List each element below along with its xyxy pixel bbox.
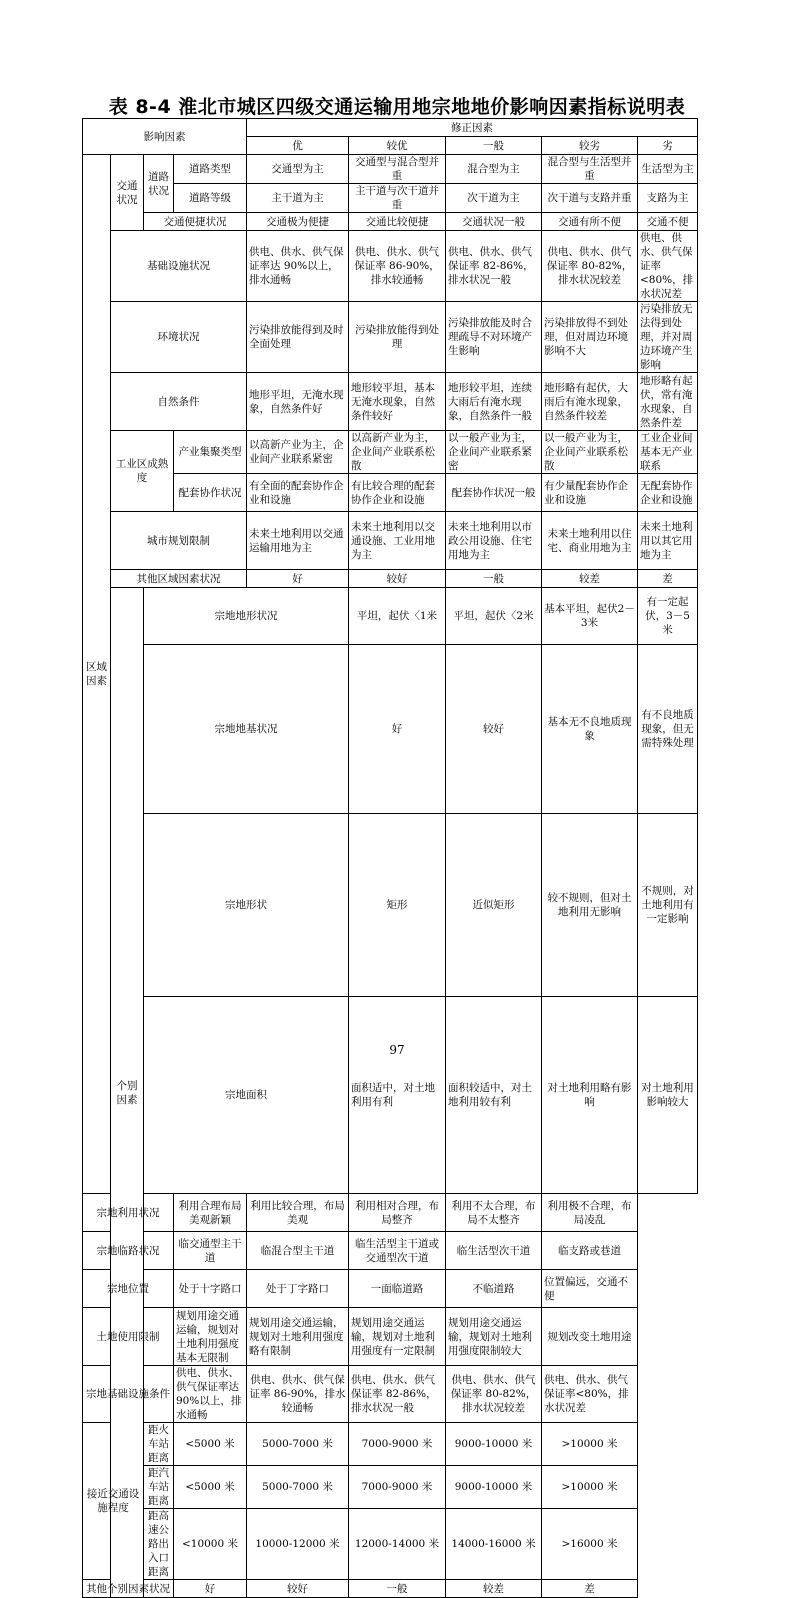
table-cell: 规划用途交通运输，规划对土地利用强度限制较大 bbox=[446, 1308, 542, 1366]
table-row bbox=[83, 155, 698, 184]
table-cell: 9000-10000 米 bbox=[446, 1423, 542, 1466]
table-cell: 利用比较合理，布局美观 bbox=[247, 1194, 349, 1232]
table-cell: 近似矩形 bbox=[446, 814, 542, 997]
table-cell: 交通比较便捷 bbox=[349, 213, 446, 231]
table-cell: 地形较平坦，连续大雨后有淹水现象，自然条件一般 bbox=[446, 373, 542, 431]
table-row bbox=[83, 1509, 698, 1580]
table-cell: 供电、供水、供气保证率 80-82%，排水状况较差 bbox=[542, 231, 638, 302]
page-number: 97 bbox=[389, 1043, 405, 1057]
table-cell: 主干道与次干道并重 bbox=[349, 184, 446, 213]
row-label: 城市规划限制 bbox=[111, 512, 247, 570]
row-label: 宗地基础设施条件 bbox=[83, 1366, 174, 1423]
table-cell: 地形略有起伏，大雨后有淹水现象，自然条件较差 bbox=[542, 373, 638, 431]
table-cell: >16000 米 bbox=[542, 1509, 638, 1580]
row-label: 自然条件 bbox=[111, 373, 247, 431]
table-cell: 交通不便 bbox=[638, 213, 698, 231]
table-cell: 一面临道路 bbox=[349, 1270, 446, 1308]
row-label: 距火车站距离 bbox=[144, 1423, 174, 1466]
table-row bbox=[83, 1270, 698, 1308]
table-cell: 利用相对合理，布局整齐 bbox=[349, 1194, 446, 1232]
table-row bbox=[83, 1194, 698, 1232]
table-cell: 临混合型主干道 bbox=[247, 1232, 349, 1270]
row-label: 其他个别因素状况 bbox=[83, 1580, 174, 1598]
table-row bbox=[83, 645, 698, 814]
table-cell: 有一定起伏，3－5米 bbox=[638, 588, 698, 645]
table-cell: 处于丁字路口 bbox=[247, 1270, 349, 1308]
table-cell: 利用不太合理，布局不太整齐 bbox=[446, 1194, 542, 1232]
table-row bbox=[83, 588, 698, 645]
table-cell: 规划改变土地用途 bbox=[542, 1308, 638, 1366]
table-cell: 临支路或巷道 bbox=[542, 1232, 638, 1270]
table-cell: 9000-10000 米 bbox=[446, 1466, 542, 1509]
table-cell: 好 bbox=[174, 1580, 247, 1598]
row-label: 道路类型 bbox=[174, 155, 247, 184]
table-cell: 平坦，起伏〈1米 bbox=[349, 588, 446, 645]
table-cell: 好 bbox=[349, 645, 446, 814]
table-cell: 交通有所不便 bbox=[542, 213, 638, 231]
table-cell: 一般 bbox=[349, 1580, 446, 1598]
table-row bbox=[83, 1366, 698, 1423]
row-label: 宗地地形状况 bbox=[144, 588, 349, 645]
table-row bbox=[83, 231, 698, 302]
table-cell: <5000 米 bbox=[174, 1423, 247, 1466]
table-cell: 污染排放无法得到处理，并对周边环境产生影响 bbox=[638, 302, 698, 373]
table-cell: 供电、供水、供气保证率 80-82%，排水状况较差 bbox=[446, 1366, 542, 1423]
table-cell: 14000-16000 米 bbox=[446, 1509, 542, 1580]
table-cell: 交通极为便捷 bbox=[247, 213, 349, 231]
table-cell: 污染排放能得到处理 bbox=[349, 302, 446, 373]
table-cell: 有全面的配套协作企业和设施 bbox=[247, 474, 349, 512]
road-status-label: 道路状况 bbox=[144, 155, 174, 213]
table-cell: 对土地利用影响较大 bbox=[638, 997, 698, 1194]
table-cell: 差 bbox=[638, 570, 698, 588]
table-cell: 交通型与混合型并重 bbox=[349, 155, 446, 184]
table-row bbox=[83, 474, 698, 512]
table-cell: 10000-12000 米 bbox=[247, 1509, 349, 1580]
table-cell: 5000-7000 米 bbox=[247, 1423, 349, 1466]
table-cell: 污染排放能得到及时全面处理 bbox=[247, 302, 349, 373]
table-row bbox=[83, 1423, 698, 1466]
table-cell: 有不良地质现象，但无需特殊处理 bbox=[638, 645, 698, 814]
table-cell: <10000 米 bbox=[174, 1509, 247, 1580]
table-cell: 一般 bbox=[446, 570, 542, 588]
table-cell: 5000-7000 米 bbox=[247, 1466, 349, 1509]
row-label: 宗地利用状况 bbox=[83, 1194, 174, 1232]
table-cell: 主干道为主 bbox=[247, 184, 349, 213]
table-cell: 规划用途交通运输，规划对土地利用强度基本无限制 bbox=[174, 1308, 247, 1366]
table-cell: <5000 米 bbox=[174, 1466, 247, 1509]
regional-factor-label: 区域因素 bbox=[83, 155, 111, 1194]
table-cell: 混合型为主 bbox=[446, 155, 542, 184]
table-cell: 较好 bbox=[349, 570, 446, 588]
level-header: 较优 bbox=[349, 137, 446, 155]
table-cell: 混合型与生活型并重 bbox=[542, 155, 638, 184]
row-label: 宗地临路状况 bbox=[83, 1232, 174, 1270]
table-row bbox=[83, 1580, 698, 1598]
table-cell: 供电、供水、供气保证率<80%，排水状况差 bbox=[638, 231, 698, 302]
table-cell: 7000-9000 米 bbox=[349, 1423, 446, 1466]
table-row bbox=[83, 570, 698, 588]
table-cell: 供电、供水、供气保证率达 90%以上，排水通畅 bbox=[247, 231, 349, 302]
level-header: 劣 bbox=[638, 137, 698, 155]
table-row bbox=[83, 213, 698, 231]
table-cell: 未来土地利用以交通设施、工业用地为主 bbox=[349, 512, 446, 570]
table-cell: 未来土地利用以市政公用设施、住宅用地为主 bbox=[446, 512, 542, 570]
table-cell: 工业企业间基本无产业联系 bbox=[638, 431, 698, 474]
row-label: 宗地位置 bbox=[83, 1270, 174, 1308]
row-label: 宗地形状 bbox=[144, 814, 349, 997]
table-cell: >10000 米 bbox=[542, 1423, 638, 1466]
table-cell: 规划用途交通运输，规划对土地利用强度有一定限制 bbox=[349, 1308, 446, 1366]
table-row bbox=[83, 302, 698, 373]
table-cell: 面积适中，对土地利用有利 bbox=[349, 997, 446, 1194]
table-row bbox=[83, 431, 698, 474]
table-cell: 交通型为主 bbox=[247, 155, 349, 184]
table-cell: 临生活型主干道或交通型次干道 bbox=[349, 1232, 446, 1270]
table-cell: 不临道路 bbox=[446, 1270, 542, 1308]
correction-header: 修正因素 bbox=[247, 119, 698, 137]
table-row bbox=[83, 1308, 698, 1366]
table-row bbox=[83, 1466, 698, 1509]
table-cell: 不规则，对土地利用有一定影响 bbox=[638, 814, 698, 997]
table-row bbox=[83, 1232, 698, 1270]
table-cell: 较不规则，但对土地利用无影响 bbox=[542, 814, 638, 997]
table-cell: 规划用途交通运输，规划对土地利用强度略有限制 bbox=[247, 1308, 349, 1366]
row-label: 交通便捷状况 bbox=[144, 213, 247, 231]
table-cell: 较好 bbox=[446, 645, 542, 814]
table-cell: 较好 bbox=[247, 1580, 349, 1598]
table-cell: 利用极不合理，布局凌乱 bbox=[542, 1194, 638, 1232]
row-label: 道路等级 bbox=[174, 184, 247, 213]
table-cell: 次干道为主 bbox=[446, 184, 542, 213]
table-cell: 供电、供水、供气保证率 86-90%，排水较通畅 bbox=[247, 1366, 349, 1423]
individual-factor-label: 个别因素 bbox=[111, 588, 144, 1598]
table-cell: 地形平坦，无淹水现象，自然条件好 bbox=[247, 373, 349, 431]
table-cell: 较差 bbox=[446, 1580, 542, 1598]
table-cell: 未来土地利用以住宅、商业用地为主 bbox=[542, 512, 638, 570]
table-cell: 以一般产业为主，企业间产业联系松散 bbox=[542, 431, 638, 474]
table-cell: 未来土地利用以其它用地为主 bbox=[638, 512, 698, 570]
row-label: 环境状况 bbox=[111, 302, 247, 373]
table-cell: 地形较平坦，基本无淹水现象，自然条件较好 bbox=[349, 373, 446, 431]
table-cell: 基本平坦，起伏2－3米 bbox=[542, 588, 638, 645]
row-label: 配套协作状况 bbox=[174, 474, 247, 512]
table-cell: 未来土地利用以交通运输用地为主 bbox=[247, 512, 349, 570]
table-cell: 以高新产业为主，企业间产业联系松散 bbox=[349, 431, 446, 474]
table-cell: 利用合理布局美观新颖 bbox=[174, 1194, 247, 1232]
table-cell: 对土地利用略有影响 bbox=[542, 997, 638, 1194]
traffic-status-label: 交通状况 bbox=[111, 155, 144, 231]
row-label: 宗地地基状况 bbox=[144, 645, 349, 814]
table-row bbox=[83, 184, 698, 213]
row-label: 土地使用限制 bbox=[83, 1308, 174, 1366]
table-cell: 以高新产业为主，企业间产业联系紧密 bbox=[247, 431, 349, 474]
table-cell: 供电、供水、供气保证率<80%，排水状况差 bbox=[542, 1366, 638, 1423]
table-cell: 处于十字路口 bbox=[174, 1270, 247, 1308]
level-header: 一般 bbox=[446, 137, 542, 155]
table-cell: 以一般产业为主，企业间产业联系紧密 bbox=[446, 431, 542, 474]
table-cell: 供电、供水、供气保证率 82-86%，排水状况一般 bbox=[446, 231, 542, 302]
table-cell: 有比较合理的配套协作企业和设施 bbox=[349, 474, 446, 512]
row-label: 距汽车站距离 bbox=[144, 1466, 174, 1509]
table-cell: 生活型为主 bbox=[638, 155, 698, 184]
table-cell: 临生活型次干道 bbox=[446, 1232, 542, 1270]
level-header: 较劣 bbox=[542, 137, 638, 155]
row-label: 其他区域因素状况 bbox=[111, 570, 247, 588]
table-cell: 支路为主 bbox=[638, 184, 698, 213]
table-cell: 基本无不良地质现象 bbox=[542, 645, 638, 814]
table-cell: 次干道与支路并重 bbox=[542, 184, 638, 213]
table-cell: 差 bbox=[542, 1580, 638, 1598]
table-cell: 位置偏远，交通不便 bbox=[542, 1270, 638, 1308]
table-cell: 面积较适中，对土地利用较有利 bbox=[446, 997, 542, 1194]
table-cell: 12000-14000 米 bbox=[349, 1509, 446, 1580]
table-cell: 好 bbox=[247, 570, 349, 588]
table-cell: 供电、供水、供气保证率 82-86%，排水状况一般 bbox=[349, 1366, 446, 1423]
table-cell: 供电、供水、供气保证率达 90%以上，排水通畅 bbox=[174, 1366, 247, 1423]
table-cell: 供电、供水、供气保证率 86-90%，排水较通畅 bbox=[349, 231, 446, 302]
table-row bbox=[83, 814, 698, 997]
row-label: 宗地面积 bbox=[144, 997, 349, 1194]
table-title: 表 8-4 淮北市城区四级交通运输用地宗地地价影响因素指标说明表 bbox=[108, 96, 686, 118]
table-header-row bbox=[83, 119, 698, 137]
table-cell: 临交通型主干道 bbox=[174, 1232, 247, 1270]
proximity-label: 接近交通设施程度 bbox=[83, 1423, 144, 1580]
row-label: 产业集聚类型 bbox=[174, 431, 247, 474]
factor-table bbox=[82, 118, 698, 1598]
industrial-maturity-label: 工业区成熟度 bbox=[111, 431, 174, 512]
table-cell: 地形略有起伏，常有淹水现象，自然条件差 bbox=[638, 373, 698, 431]
row-label: 距高速公路出入口距离 bbox=[144, 1509, 174, 1580]
table-cell: 无配套协作企业和设施 bbox=[638, 474, 698, 512]
table-cell: 矩形 bbox=[349, 814, 446, 997]
level-header: 优 bbox=[247, 137, 349, 155]
table-cell: 配套协作状况一般 bbox=[446, 474, 542, 512]
table-cell: 7000-9000 米 bbox=[349, 1466, 446, 1509]
table-cell: 较差 bbox=[542, 570, 638, 588]
table-cell: 污染排放得不到处理，但对周边环境影响不大 bbox=[542, 302, 638, 373]
table-cell: 平坦，起伏〈2米 bbox=[446, 588, 542, 645]
table-cell: 有少量配套协作企业和设施 bbox=[542, 474, 638, 512]
table-cell: 交通状况一般 bbox=[446, 213, 542, 231]
table-row bbox=[83, 373, 698, 431]
row-label: 基础设施状况 bbox=[111, 231, 247, 302]
table-cell: >10000 米 bbox=[542, 1466, 638, 1509]
table-cell: 污染排放能及时合理疏导不对环境产生影响 bbox=[446, 302, 542, 373]
table-row bbox=[83, 997, 698, 1194]
factor-header: 影响因素 bbox=[83, 119, 247, 155]
table-row bbox=[83, 512, 698, 570]
